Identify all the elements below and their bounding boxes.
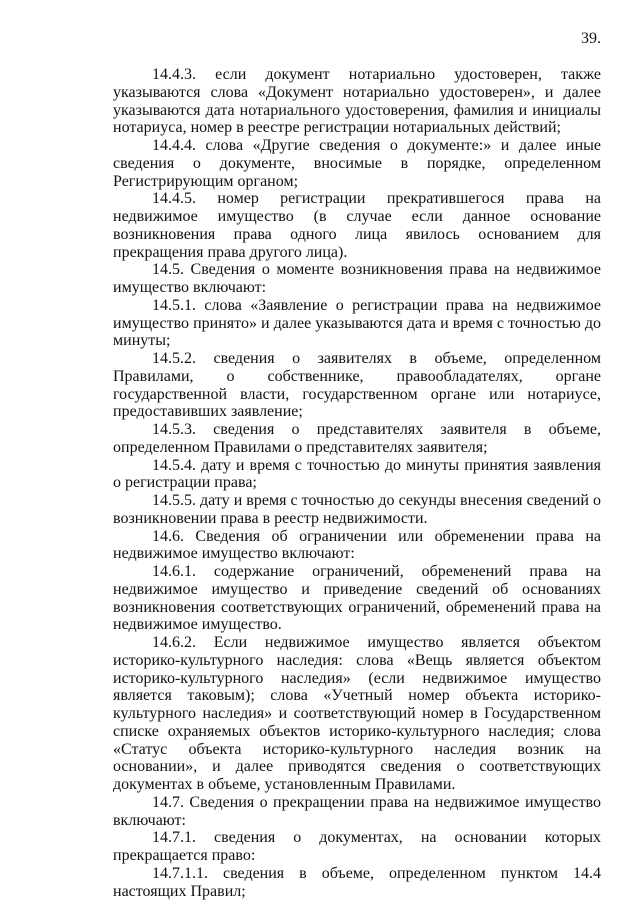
- paragraph-14-4-3: 14.4.3. если документ нотариально удостоверен, также указываются слова «Документ нотариально удостоверен», и далее указываются дата нотариального удостоверения, фамилия и инициалы нотариуса, номер в реестре регистрации нотариальных действий;: [113, 66, 601, 137]
- paragraph-14-5-4: 14.5.4. дату и время с точностью до минуты принятия заявления о регистрации права;: [113, 456, 601, 492]
- paragraph-14-5-1: 14.5.1. слова «Заявление о регистрации права на недвижимое имущество принято» и далее указываются дата и время с точностью до минуты;: [113, 296, 601, 350]
- paragraph-14-7-1: 14.7.1. сведения о документах, на основании которых прекращается право:: [113, 829, 601, 864]
- paragraph-14-5-5: 14.5.5. дату и время с точностью до секунды внесения сведений о возникновении права в реестр недвижимости.: [113, 492, 601, 527]
- paragraph-14-7: 14.7. Сведения о прекращении права на недвижимое имущество включают:: [113, 793, 601, 829]
- paragraph-14-4-5: 14.4.5. номер регистрации прекратившегося права на недвижимое имущество (в случае если данное основание возникновения права одного лица явилось основанием для прекращения права другого лица).: [113, 190, 601, 261]
- paragraph-14-6-2: 14.6.2. Если недвижимое имущество является объектом историко-культурного наследия: слова «Вещь является объектом историко-культурного наследия» (если недвижимое имущество является таковым); слова «Учетный номер объекта историко-культурного наследия» и соответствующий номер в Государственном списке охраняемых объектов историко-культурного наследия; слова «Статус объекта историко-культурного наследия возник на основании», и далее приводятся сведения о соответствующих документах в объеме, установленным Правилами.: [113, 634, 601, 793]
- paragraph-14-6-1: 14.6.1. содержание ограничений, обременений права на недвижимое имущество и приведение сведений об основаниях возникновения соответствующих ограничений, обременений права на недвижимое имущество.: [113, 563, 601, 634]
- paragraph-14-5: 14.5. Сведения о моменте возникновения права на недвижимое имущество включают:: [113, 261, 601, 296]
- paragraph-14-5-3: 14.5.3. сведения о представителях заявителя в объеме, определенном Правилами о представителях заявителя;: [113, 421, 601, 456]
- paragraph-14-6: 14.6. Сведения об ограничении или обременении права на недвижимое имущество включают:: [113, 527, 601, 563]
- paragraph-14-4-4: 14.4.4. слова «Другие сведения о документе:» и далее иные сведения о документе, вносимые в порядке, определенном Регистрирующим органом;: [113, 137, 601, 190]
- paragraph-14-5-2: 14.5.2. сведения о заявителях в объеме, определенном Правилами, о собственнике, правообладателях, органе государственной власти, государственном органе или нотариусе, предоставивших заявление;: [113, 350, 601, 421]
- paragraph-14-7-1-1: 14.7.1.1. сведения в объеме, определенном пунктом 14.4 настоящих Правил;: [113, 864, 601, 900]
- document-body: [113, 66, 601, 900]
- page-number: 39.: [581, 30, 601, 47]
